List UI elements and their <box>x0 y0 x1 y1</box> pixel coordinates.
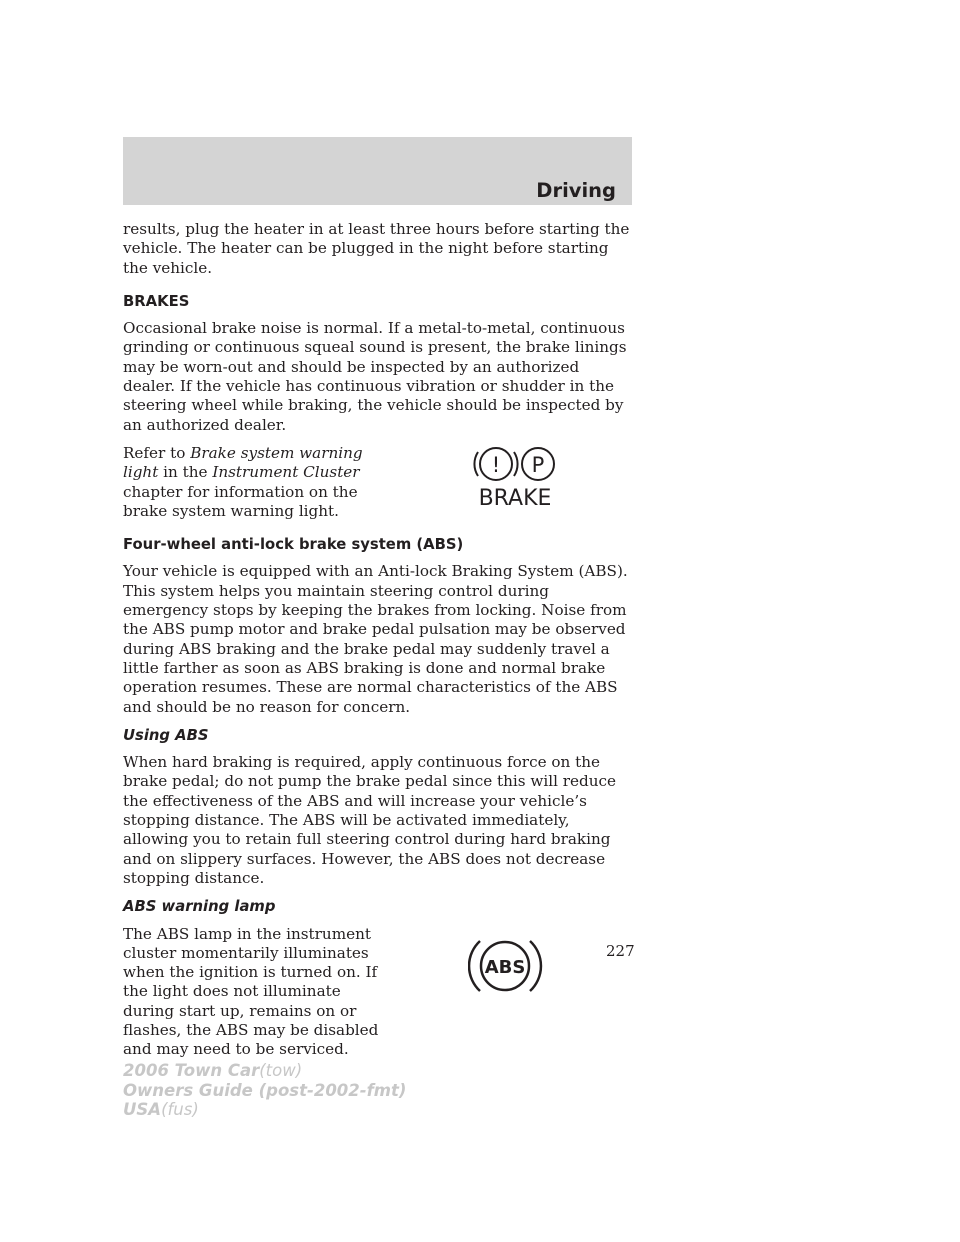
abs-lamp-block <box>123 925 635 1060</box>
abs-lamp-heading: ABS warning lamp <box>123 898 276 916</box>
footer <box>123 1061 406 1120</box>
intro-paragraph: results, plug the heater in at least three hours before starting the vehicle. The heater can be plugged in the night before starting the vehicle. <box>123 220 630 277</box>
abs-system-heading: Four-wheel anti-lock brake system (ABS) <box>123 536 464 554</box>
using-abs-paragraph: When hard braking is required, apply continuous force on the brake pedal; do not pump the brake pedal since this will reduce the effectiveness of the ABS and will increase your vehicle’s stopping distance. The ABS will be activated immediately, allowing you to retain full steering control during hard braking and on slippery surfaces. However, the ABS does not decrease stopping distance. <box>123 753 617 887</box>
abs-system-paragraph: Your vehicle is equipped with an Anti-lock Braking System (ABS). This system helps you maintain steering control during emergency stops by keeping the brakes from locking. Noise from the ABS pump motor and brake pedal pulsation may be observed during ABS braking and the brake pedal may suddenly travel a little farther as soon as ABS braking is done and normal brake operation resumes. These are normal characteristics of the ABS and should be no reason for concern. <box>123 562 628 716</box>
footer-line-2: Owners Guide (post-2002-fmt) <box>123 1080 407 1100</box>
brake-icon-label: BRAKE <box>478 485 552 510</box>
header-band <box>123 137 632 205</box>
footer-line-1: 2006 Town Car(tow) <box>123 1061 303 1080</box>
brake-icon-p: P <box>531 452 545 477</box>
abs-lamp-paragraph: The ABS lamp in the instrument cluster momentarily illuminates when the ignition is turned on. If the light does not illuminate during start up, remains on or flashes, the ABS may be disabled and may need to be serviced. <box>123 924 379 1059</box>
brakes-heading: BRAKES <box>123 292 190 310</box>
section-title: Driving <box>536 179 616 202</box>
page-content <box>123 220 635 1069</box>
using-abs-heading: Using ABS <box>123 726 209 744</box>
brake-refer-paragraph: Refer to Brake system warning light in the Instrument Cluster chapter for information on the brake system warning light. <box>123 443 363 520</box>
page-number: 227 <box>606 942 635 960</box>
abs-icon-label: ABS <box>484 956 526 978</box>
brakes-paragraph: Occasional brake noise is normal. If a metal-to-metal, continuous grinding or continuous squeal sound is present, the brake linings may be worn-out and should be inspected by an authorized dealer. If the vehicle has continuous vibration or shudder in the steering wheel while braking, the vehicle should be inspected by an authorized dealer. <box>123 319 627 434</box>
brake-icon-exclamation: ! <box>491 452 501 477</box>
brake-system-warning-light-ref: Brake system warning light <box>123 443 363 482</box>
brake-refer-block <box>123 444 635 521</box>
instrument-cluster-ref: Instrument Cluster <box>212 463 360 482</box>
abs-warning-icon <box>468 931 543 1001</box>
footer-line-3: USA(fus) <box>123 1100 199 1119</box>
brake-warning-icon <box>468 446 563 510</box>
